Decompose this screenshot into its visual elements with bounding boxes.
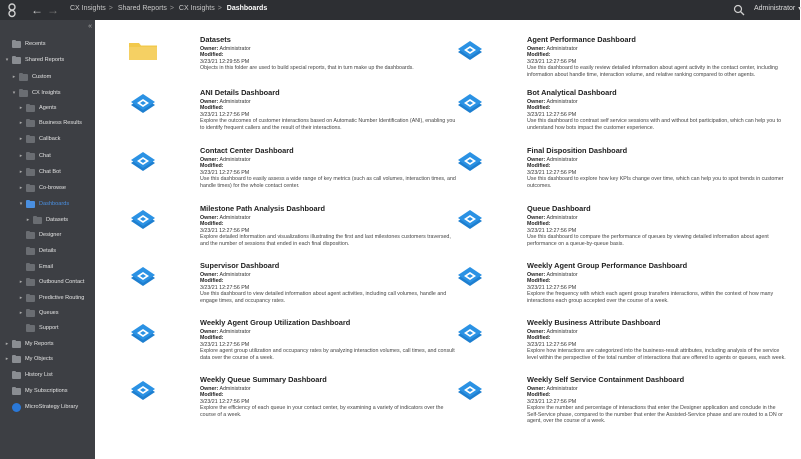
card-body [527,261,787,304]
subscriptions-icon [12,388,21,395]
sidebar-item-label: Callback [39,136,61,142]
modified-label: Modified: [200,335,224,342]
card-body [527,204,787,247]
sidebar-item-label: Chat [39,153,51,159]
card-description: Explore the outcomes of customer interactions based on Automatic Number Identification (ANI), enabling you to identify frequent callers and the result of their interactions. [200,118,456,131]
owner-label: Owner: [200,386,219,392]
owner-value: Administrator [546,329,578,335]
sidebar-item[interactable] [4,37,46,51]
owner-label: Owner: [527,157,546,163]
back-arrow-icon[interactable]: ← [31,3,43,17]
card-date: 3/23/21 12:29:55 PM [200,58,250,65]
chevron-right-icon[interactable]: ▸ [12,74,16,80]
card-body [200,318,460,361]
sidebar-item[interactable] [25,213,68,227]
modified-label: Modified: [200,278,224,285]
sidebar-item-label: Chat Bot [39,169,61,175]
card-date: 3/23/21 12:27:56 PM [200,341,250,348]
sidebar-item-label: Email [39,264,53,270]
folder-icon[interactable] [128,39,158,61]
card-title[interactable]: Final Disposition Dashboard [527,146,628,155]
card-body [527,375,787,424]
dashboard-icon[interactable] [455,322,485,344]
sidebar-item-label: Details [39,248,57,254]
chevron-right-icon[interactable]: ▸ [19,120,23,126]
sidebar-item[interactable] [18,321,59,335]
sidebar-item[interactable] [4,53,64,67]
card-date: 3/23/21 12:27:56 PM [200,227,250,234]
breadcrumb-current: Dashboards [226,5,268,12]
sidebar-item[interactable] [18,291,84,305]
owner-label: Owner: [527,272,546,278]
card-title[interactable]: Contact Center Dashboard [200,146,294,155]
card-description: Use this dashboard to view detailed information about agent activities, including call volumes, handle and engage times, and occupancy rates. [200,291,447,304]
folder-icon [26,279,35,286]
dashboard-icon[interactable] [128,208,158,230]
card-description: Use this dashboard to contrast self service sessions with and without bot participation, which can help you to understand how bots impact the customer experience. [527,118,782,131]
card-body [527,88,787,131]
folder-icon [26,185,35,192]
card-date: 3/23/21 12:27:56 PM [527,169,577,176]
card-title[interactable]: Queue Dashboard [527,204,591,213]
card-date: 3/23/21 12:27:56 PM [200,111,250,118]
sidebar-item-label: Dashboards [39,201,70,207]
sidebar-item[interactable] [18,260,53,274]
card-title[interactable]: Weekly Agent Group Utilization Dashboard [200,318,351,327]
card-date: 3/23/21 12:27:56 PM [527,341,577,348]
sidebar-item-label: Agents [39,105,57,111]
owner-label: Owner: [527,46,546,52]
modified-label: Modified: [527,392,551,399]
dashboard-icon[interactable] [455,92,485,114]
breadcrumb-item[interactable]: Shared Reports [117,5,167,12]
owner-label: Owner: [200,329,219,335]
sidebar-item[interactable] [4,337,54,351]
modified-label: Modified: [527,335,551,342]
owner-value: Administrator [219,215,251,221]
chevron-right-icon[interactable]: ▸ [19,169,23,175]
card-body [527,318,787,361]
sidebar-item-label: Recents [25,41,46,47]
sidebar-item-label: Co-browse [39,185,67,191]
dashboard-icon[interactable] [455,150,485,172]
folder-icon [26,105,35,112]
card-title[interactable]: Agent Performance Dashboard [527,35,636,44]
sidebar-item[interactable] [18,228,61,242]
card-description: Explore the frequency with which each agent group transfers interactions, within the context of how many interactions each group accepted over the course of a week. [527,291,774,304]
card-description: Use this dashboard to easily assess a wide range of key metrics (such as call volumes, interaction times, and handle times) for the whole contact center. [200,176,456,189]
owner-value: Administrator [219,329,251,335]
card-title[interactable]: Datasets [200,35,231,44]
card-title[interactable]: Weekly Self Service Containment Dashboard [527,375,685,384]
chevron-down-icon[interactable]: ▾ [19,201,23,207]
owner-value: Administrator [546,46,578,52]
dashboard-icon[interactable] [455,265,485,287]
card-description: Objects in this folder are used to build special reports, that in turn make up the dashboards. [200,65,414,72]
chevron-right-icon[interactable]: ▸ [19,310,23,316]
card-date: 3/23/21 12:27:56 PM [527,284,577,291]
card-description: Use this dashboard to compare the performance of queues by viewing detailed information about agent performance on a queue-by-queue basis. [527,234,769,247]
owner-label: Owner: [200,215,219,221]
sidebar-item[interactable] [18,149,51,163]
owner-value: Administrator [546,386,578,392]
card-body [200,88,460,131]
card-date: 3/23/21 12:27:56 PM [527,398,577,405]
sidebar [0,20,95,459]
sidebar-item[interactable] [18,306,59,320]
chevron-down-icon: ▾ [798,6,801,12]
owner-value: Administrator [219,272,251,278]
sidebar-item-label: My Objects [25,356,53,362]
forward-arrow-icon[interactable]: → [47,3,59,17]
folder-icon [26,120,35,127]
folder-icon [12,356,21,363]
chevron-right-icon[interactable]: ▸ [19,279,23,285]
card-description: Explore detailed information and visualizations illustrating the first and last milestones customers traversed, and the number of sessions that ended in each final disposition. [200,234,451,247]
dashboard-icon[interactable] [128,150,158,172]
recents-icon [12,41,21,48]
modified-label: Modified: [200,52,224,59]
folder-icon [26,153,35,160]
sidebar-item[interactable] [4,368,53,382]
card-date: 3/23/21 12:27:56 PM [200,398,250,405]
card-date: 3/23/21 12:27:56 PM [527,58,577,65]
card-body [527,35,787,78]
chevron-right-icon[interactable]: ▸ [19,153,23,159]
folder-icon [26,295,35,302]
dashboard-icon[interactable] [455,39,485,61]
owner-value: Administrator [546,99,578,105]
modified-label: Modified: [200,105,224,112]
folder-icon [26,232,35,239]
folder-icon [12,341,21,348]
chevron-right-icon[interactable]: ▸ [5,341,9,347]
sidebar-item[interactable] [18,197,69,211]
modified-label: Modified: [527,278,551,285]
sidebar-item-label: My Reports [25,341,54,347]
modified-label: Modified: [527,221,551,228]
card-title[interactable]: Weekly Agent Group Performance Dashboard [527,261,688,270]
card-title[interactable]: ANI Details Dashboard [200,88,280,97]
owner-label: Owner: [200,46,219,52]
dashboard-icon[interactable] [128,379,158,401]
sidebar-item[interactable] [4,352,53,366]
modified-label: Modified: [527,52,551,59]
modified-label: Modified: [527,105,551,112]
chevron-down-icon[interactable]: ▾ [12,90,16,96]
sidebar-item-label: Predictive Routing [39,295,85,301]
chevron-down-icon[interactable]: ▾ [5,57,9,63]
card-title[interactable]: Bot Analytical Dashboard [527,88,617,97]
modified-label: Modified: [200,392,224,399]
dashboard-icon[interactable] [128,265,158,287]
card-date: 3/23/21 12:27:56 PM [527,111,577,118]
card-body [200,35,460,72]
folder-icon [26,264,35,271]
top-bar [0,0,800,20]
sidebar-item[interactable] [18,181,66,195]
modified-label: Modified: [527,163,551,170]
sidebar-item-label: Datasets [46,217,69,223]
sidebar-item[interactable] [11,70,51,84]
sidebar-item[interactable] [18,116,82,130]
breadcrumb-item[interactable]: CX Insights [70,5,106,12]
folder-icon [26,136,35,143]
sidebar-item-label: Business Results [39,120,82,126]
sidebar-item[interactable] [4,400,78,414]
card-body [200,204,460,247]
library-icon [12,403,21,412]
owner-value: Administrator [546,215,578,221]
folder-icon [26,201,35,208]
chevron-right-icon[interactable]: ▸ [26,217,30,223]
owner-label: Owner: [527,99,546,105]
sidebar-item-label: Shared Reports [25,57,65,63]
card-body [200,146,460,189]
folder-icon [12,57,21,64]
owner-label: Owner: [200,99,219,105]
sidebar-item-label: Support [39,325,59,331]
sidebar-item[interactable] [11,86,61,100]
owner-value: Administrator [546,272,578,278]
card-date: 3/23/21 12:27:56 PM [200,284,250,291]
dashboard-icon[interactable] [128,92,158,114]
folder-icon [33,217,42,224]
chevron-right-icon[interactable]: ▸ [19,295,23,301]
card-title[interactable]: Weekly Queue Summary Dashboard [200,375,327,384]
user-name: Administrator [754,5,796,12]
chevron-right-icon[interactable]: ▸ [19,105,23,111]
dashboard-icon[interactable] [455,208,485,230]
owner-label: Owner: [200,272,219,278]
sidebar-item[interactable] [18,132,60,146]
card-date: 3/23/21 12:27:56 PM [200,169,250,176]
sidebar-item-label: Custom [32,74,52,80]
folder-icon [26,310,35,317]
history-icon [12,372,21,379]
card-description: Use this dashboard to easily review detailed information about agent activity in the contact center, including information about handle time, interaction volume, and relative ranking compared to other agents. [527,65,778,78]
owner-value: Administrator [219,99,251,105]
dashboard-icon[interactable] [128,322,158,344]
app-logo-icon[interactable] [4,2,20,18]
sidebar-item-label: History List [25,372,53,378]
owner-value: Administrator [219,46,251,52]
sidebar-item-label: MicroStrategy Library [25,404,79,410]
card-description: Explore how interactions are categorized into the business-result attributes, including analysis of the service level within the perspective of the total number of interactions that are offered to agents or queues, each week. [527,348,786,361]
sidebar-item-label: CX Insights [32,90,61,96]
breadcrumb: CX Insights > Shared Reports > CX Insights > Dashboards [70,5,268,12]
sidebar-item[interactable] [4,384,68,398]
owner-value: Administrator [219,386,251,392]
owner-value: Administrator [219,157,251,163]
card-body [200,375,460,418]
sidebar-item-label: Outbound Contact [39,279,85,285]
modified-label: Modified: [200,221,224,228]
breadcrumb-item[interactable]: CX Insights [178,5,215,12]
chevron-right-icon[interactable]: ▸ [19,136,23,142]
owner-label: Owner: [527,386,546,392]
owner-label: Owner: [527,215,546,221]
folder-icon [26,325,35,332]
sidebar-item[interactable] [18,165,61,179]
sidebar-item[interactable] [18,275,84,289]
chevron-right-icon[interactable]: ▸ [5,356,9,362]
card-description: Explore the number and percentage of interactions that enter the Designer application and conclude in the Self-Service phase, compared to the number that enter the Assisted-Service phase and are routed to a DN or agent, over the course of a week. [527,405,783,425]
search-icon[interactable] [733,4,745,16]
content-area [95,20,800,459]
user-menu[interactable] [754,5,801,12]
folder-icon [19,90,28,97]
card-description: Explore the efficiency of each queue in your contact center, by examining a variety of indicators over the course of a week. [200,405,444,418]
dashboard-icon[interactable] [455,379,485,401]
sidebar-item-label: Designer [39,232,62,238]
card-date: 3/23/21 12:27:56 PM [527,227,577,234]
card-title[interactable]: Weekly Business Attribute Dashboard [527,318,661,327]
owner-label: Owner: [200,157,219,163]
card-body [200,261,460,304]
card-body [527,146,787,189]
card-title[interactable]: Milestone Path Analysis Dashboard [200,204,325,213]
sidebar-item[interactable] [18,244,56,258]
folder-icon [26,248,35,255]
folder-icon [19,74,28,81]
owner-value: Administrator [546,157,578,163]
card-title[interactable]: Supervisor Dashboard [200,261,280,270]
sidebar-item-label: My Subscriptions [25,388,68,394]
folder-icon [26,169,35,176]
sidebar-item[interactable] [18,101,56,115]
card-description: Use this dashboard to explore how key KPIs change over time, which can help you to spot trends in customer outcomes. [527,176,784,189]
collapse-sidebar-icon[interactable]: « [88,23,92,30]
card-description: Explore agent group utilization and occupancy rates by analyzing interaction volumes, call times, and consult data over the course of a week. [200,348,455,361]
modified-label: Modified: [200,163,224,170]
sidebar-item-label: Queues [39,310,59,316]
chevron-right-icon[interactable]: ▸ [19,185,23,191]
owner-label: Owner: [527,329,546,335]
